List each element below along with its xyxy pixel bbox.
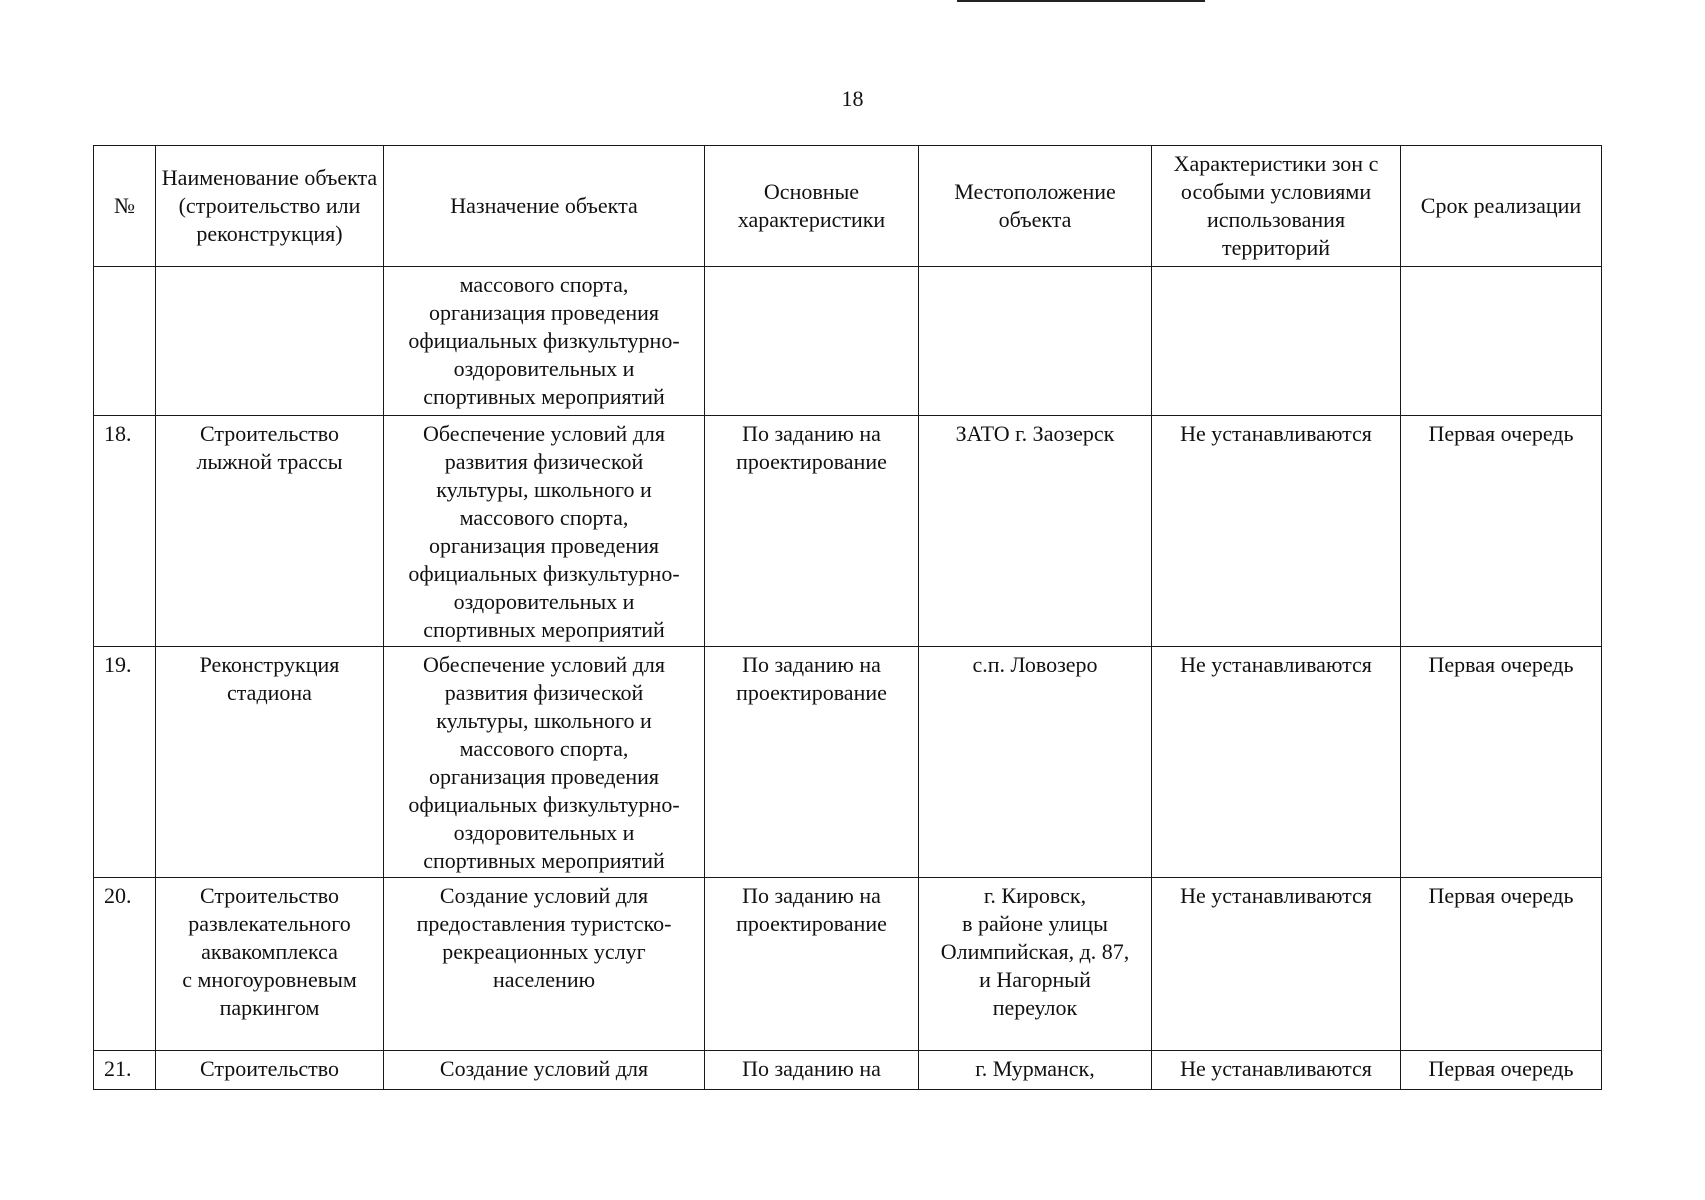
cell-implementation-term: Первая очередь bbox=[1401, 1051, 1602, 1090]
cell-object-purpose: Создание условий для bbox=[384, 1051, 705, 1090]
cell-object-location: г. Кировск, в районе улицы Олимпийская, д. 87, и Нагорный переулок bbox=[919, 878, 1152, 1051]
cell-object-purpose: Обеспечение условий для развития физической культуры, школьного и массового спорта, организация проведения официальных физкультурно- оздоровительных и спортивных мероприятий bbox=[384, 647, 705, 878]
cell-implementation-term: Первая очередь bbox=[1401, 416, 1602, 647]
cell-implementation-term bbox=[1401, 267, 1602, 416]
header-object-location: Местоположение объекта bbox=[919, 146, 1152, 267]
header-zone-characteristics: Характеристики зон с особыми условиями использования территорий bbox=[1152, 146, 1401, 267]
cell-zone-characteristics: Не устанавливаются bbox=[1152, 1051, 1401, 1090]
cell-zone-characteristics bbox=[1152, 267, 1401, 416]
cell-object-purpose: Обеспечение условий для развития физической культуры, школьного и массового спорта, организация проведения официальных физкультурно- оздоровительных и спортивных мероприятий bbox=[384, 416, 705, 647]
cell-main-characteristics bbox=[705, 267, 919, 416]
table-row bbox=[94, 416, 1602, 647]
cell-main-characteristics: По заданию на проектирование bbox=[705, 416, 919, 647]
cell-main-characteristics: По заданию на bbox=[705, 1051, 919, 1090]
cell-object-name: Строительство развлекательного аквакомплекса с многоуровневым паркингом bbox=[156, 878, 384, 1051]
cell-object-location: с.п. Ловозеро bbox=[919, 647, 1152, 878]
cell-number bbox=[94, 267, 156, 416]
cell-implementation-term: Первая очередь bbox=[1401, 647, 1602, 878]
cell-object-location: г. Мурманск, bbox=[919, 1051, 1152, 1090]
cell-zone-characteristics: Не устанавливаются bbox=[1152, 416, 1401, 647]
cell-object-location bbox=[919, 267, 1152, 416]
objects-table-container bbox=[93, 145, 1601, 1090]
header-implementation-term: Срок реализации bbox=[1401, 146, 1602, 267]
cell-number: 21. bbox=[94, 1051, 156, 1090]
cell-zone-characteristics: Не устанавливаются bbox=[1152, 647, 1401, 878]
header-main-characteristics: Основные характеристики bbox=[705, 146, 919, 267]
page-number: 18 bbox=[841, 86, 864, 111]
cell-number: 19. bbox=[94, 647, 156, 878]
cell-object-purpose: Создание условий для предоставления туристско- рекреационных услуг населению bbox=[384, 878, 705, 1051]
cell-object-name: Строительство лыжной трассы bbox=[156, 416, 384, 647]
cell-main-characteristics: По заданию на проектирование bbox=[705, 878, 919, 1051]
cell-object-name: Реконструкция стадиона bbox=[156, 647, 384, 878]
table-row-continuation bbox=[94, 267, 1602, 416]
cell-implementation-term: Первая очередь bbox=[1401, 878, 1602, 1051]
header-object-purpose: Назначение объекта bbox=[384, 146, 705, 267]
header-object-name: Наименование объекта (строительство или реконструкция) bbox=[156, 146, 384, 267]
cell-object-name bbox=[156, 267, 384, 416]
cell-number: 18. bbox=[94, 416, 156, 647]
header-number: № bbox=[94, 146, 156, 267]
cell-object-name: Строительство bbox=[156, 1051, 384, 1090]
top-rule bbox=[957, 0, 1205, 2]
table-row bbox=[94, 1051, 1602, 1090]
cell-zone-characteristics: Не устанавливаются bbox=[1152, 878, 1401, 1051]
cell-object-location: ЗАТО г. Заозерск bbox=[919, 416, 1152, 647]
table-row bbox=[94, 647, 1602, 878]
cell-object-purpose: массового спорта, организация проведения официальных физкультурно- оздоровительных и спортивных мероприятий bbox=[384, 267, 705, 416]
table-row bbox=[94, 878, 1602, 1051]
objects-table bbox=[93, 145, 1602, 1090]
cell-number: 20. bbox=[94, 878, 156, 1051]
cell-main-characteristics: По заданию на проектирование bbox=[705, 647, 919, 878]
table-header-row bbox=[94, 146, 1602, 267]
